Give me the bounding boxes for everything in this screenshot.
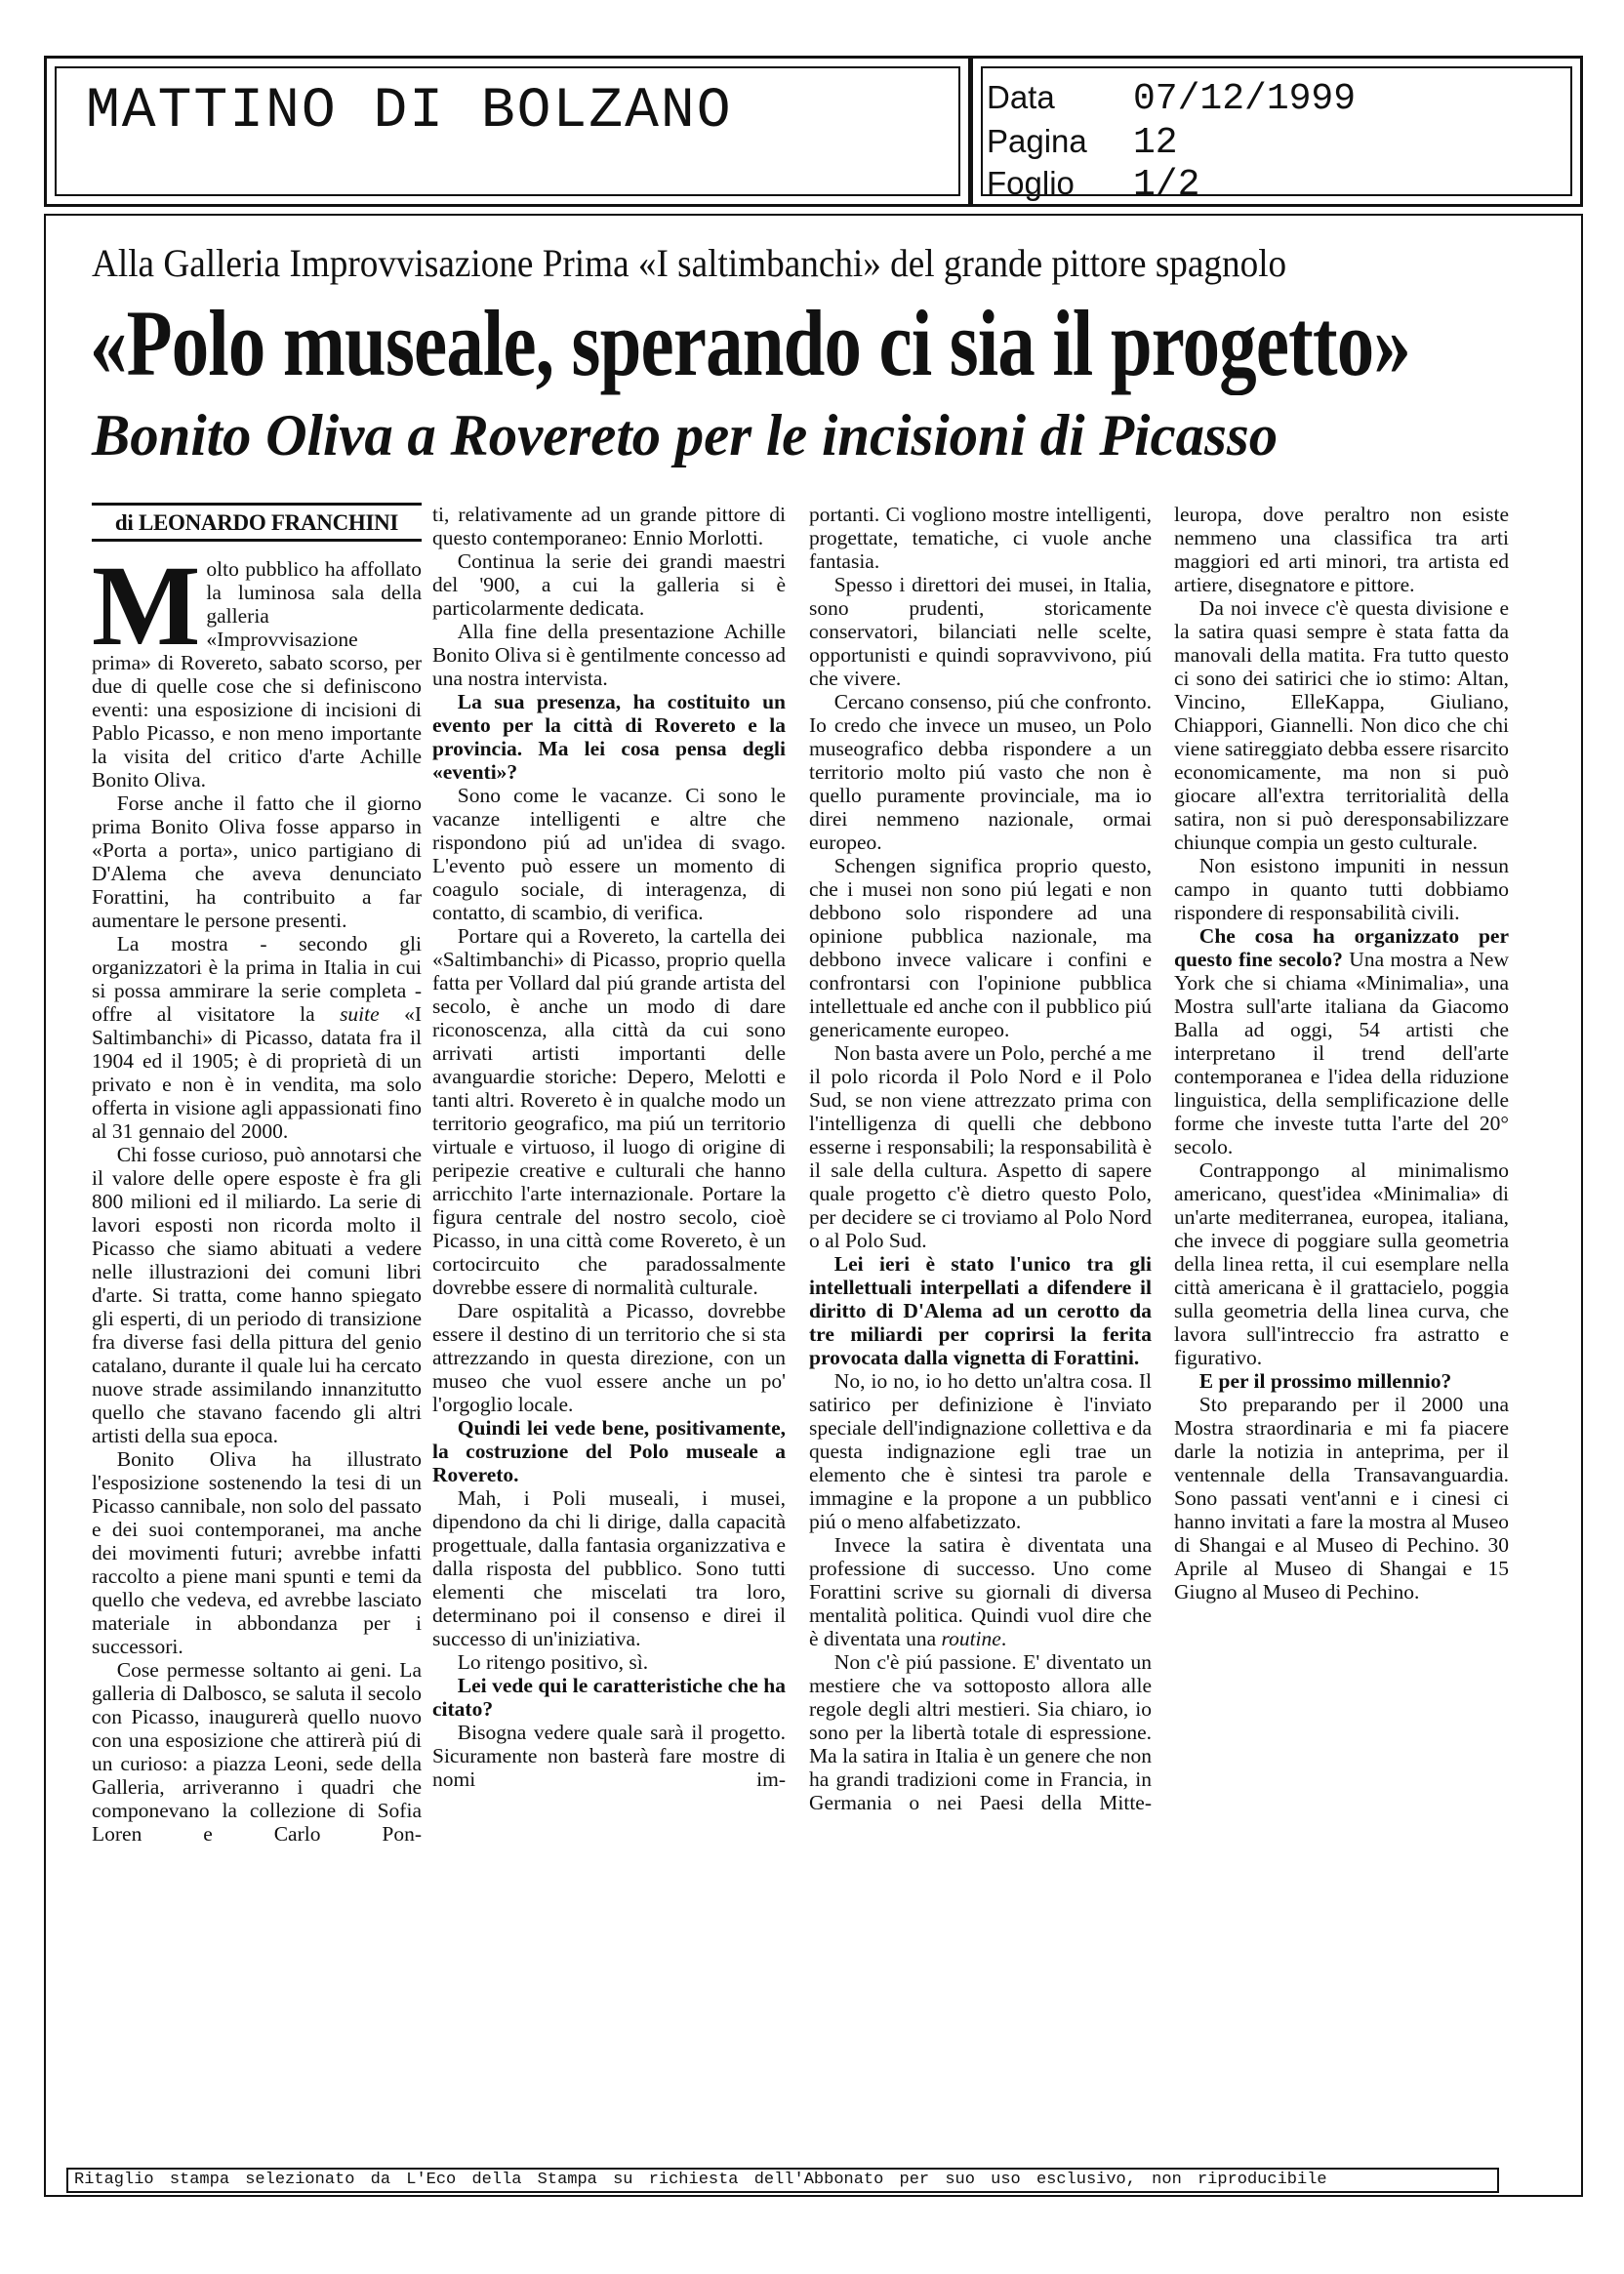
article-paragraph <box>432 1674 786 1721</box>
article-paragraph <box>92 1658 422 1846</box>
byline: di LEONARDO FRANCHINI <box>92 503 422 542</box>
paragraph-text: Spesso i direttori dei musei, in Italia, sono prudenti, storicamente conservatori, bilanciati nelle scelte, opportunisti e quindi sopravvivono, piú che vivere. <box>809 573 1152 690</box>
article-paragraph <box>1174 1369 1509 1393</box>
date-row <box>987 78 1356 120</box>
paragraph-text: Quindi lei vede bene, positivamente, la costruzione del Polo museale a Rovereto. <box>432 1416 786 1486</box>
paragraph-text: ti, relativamente ad un grande pittore di questo contemporaneo: Ennio Morlotti. <box>432 503 786 549</box>
sheet-value: 1/2 <box>1133 164 1200 206</box>
paragraph-text: Da noi invece c'è questa divisione e la satira quasi sempre è stata fatta da manovali della matita. Fra tutto questo ci sono dei satirici che io stimo: Altan, Vincino, ElleKappa, Giuliano, Chiappori, Giannelli. Non dico che chi viene satireggiato debba essere risarcito economicamente, ma non si può giocare all'extra territorialità della satira, non si può deresponsabilizzare chiunque compia un gesto culturale. <box>1174 596 1509 854</box>
page-label: Pagina <box>987 123 1087 159</box>
article-paragraph <box>809 1533 1152 1650</box>
italic-term: routine <box>941 1627 1001 1650</box>
paragraph-text: Contrappongo al minimalismo americano, quest'idea «Minimalia» di un'arte mediterranea, europea, italiana, che invece di poggiare sulla geometria della linea retta, il cui esemplare nella città americana è il grattacielo, poggia sulla geometria della linea curva, che lavora sull'intreccio fra astratto e figurativo. <box>1174 1158 1509 1369</box>
press-clipping-notice: Ritaglio stampa selezionato da L'Eco della Stampa su richiesta dell'Abbonato per suo uso esclusivo, non riproducibile <box>66 2168 1499 2193</box>
page-row <box>987 122 1178 164</box>
paragraph-text: Cose permesse soltanto ai geni. La galleria di Dalbosco, se saluta il secolo con Picasso, inaugurerà quello nuovo con una esposizione che attirerà piú di un curioso: a piazza Leoni, sede della Galleria, arriveranno i quadri che componevano la collezione di Sofia Loren e Carlo Pon- <box>92 1658 422 1846</box>
article-paragraph <box>432 549 786 620</box>
paragraph-text: Una mostra a New York che si chiama «Minimalia», una Mostra sull'arte italiana da Giacomo Balla ad oggi, 54 artisti che interpretano il trend dell'arte contemporanea e l'idea della riduzione linguistica, della semplificazione delle forme che investe tutta l'arte del 20° secolo. <box>1174 948 1509 1158</box>
page-value: 12 <box>1133 122 1178 164</box>
article-paragraph <box>92 1447 422 1658</box>
paragraph-text: Cercano consenso, piú che confronto. Io credo che invece un museo, un Polo museografico debba rispondere a un territorio molto piú vasto che non è quello puramente provinciale, ma io direi nemmeno nazionale, ormai europeo. <box>809 690 1152 854</box>
paragraph-text: Sto preparando per il 2000 una Mostra straordinaria e mi fa piacere darle la notizia in anteprima, per il ventennale della Transavanguardia. Sono passati vent'anni e i cinesi ci hanno invitati a fare la mostra al Museo di Shangai e al Museo di Pechino. 30 Aprile al Museo di Shangai e 15 Giugno al Museo di Pechino. <box>1174 1393 1509 1604</box>
article-paragraph <box>1174 503 1509 596</box>
article-paragraph <box>92 1143 422 1447</box>
paragraph-text: Lei ieri è stato l'unico tra gli intellettuali interpellati a difendere il diritto di D'Alema ad un cerotto da tre miliardi per coprirsi la ferita provocata dalla vignetta di Forattini. <box>809 1252 1152 1369</box>
article-paragraph <box>1174 1158 1509 1369</box>
paragraph-text: Lo ritengo positivo, sì. <box>457 1650 649 1674</box>
interview-question: Che cosa ha organizzato per questo fine secolo? <box>1174 924 1509 971</box>
article-paragraph <box>432 1299 786 1416</box>
article-kicker: Alla Galleria Improvvisazione Prima «I saltimbanchi» del grande pittore spagnolo <box>92 241 1287 285</box>
paragraph-text: portanti. Ci vogliono mostre intelligenti, progettate, tematiche, ci vuole anche fantasia. <box>809 503 1152 573</box>
newspaper-name: MATTINO DI BOLZANO <box>86 80 733 143</box>
paragraph-text: Chi fosse curioso, può annotarsi che il valore delle opere esposte è fra gli 800 milioni ed il miliardo. La serie di lavori esposti non ricorda molto il Picasso che siamo abituati a vedere nelle illustrazioni dei comuni libri d'arte. Si tratta, come hanno spiegato gli esperti, di un periodo di transizione fra diverse fasi della pittura del genio catalano, durante il quale lui ha cercato nuove strade assimilando innanzitutto quello che stavano facendo gli altri artisti della sua epoca. <box>92 1143 422 1447</box>
paragraph-text: Schengen significa proprio questo, che i musei non sono piú legati e non debbono solo rispondere ad una opinione pubblica nazionale, ma debbono invece valicare i confini e confrontarsi con l'opinione pubblica intellettuale ed anche con il pubblico piú genericamente europeo. <box>809 854 1152 1041</box>
article-paragraph <box>1174 854 1509 924</box>
drop-cap: M <box>92 542 201 670</box>
paragraph-text: olto pubblico ha affollato la luminosa sala della galleria «Improvvisazione prima» di Rovereto, sabato scorso, per due di quelle cose che si definiscono eventi: una esposizione di incisioni di Pablo Picasso, e non meno importante la visita del critico d'arte Achille Bonito Oliva. <box>92 557 422 792</box>
paragraph-text: Portare qui a Rovereto, la cartella dei «Saltimbanchi» di Picasso, proprio quella fatta per Vollard dal piú grande artista del secolo, è anche un modo di dare riconoscenza, alla città da cui sono arrivati artisti importanti delle avanguardie storiche: Depero, Melotti e tanti altri. Rovereto è in qualche modo un territorio geografico, ma piú un territorio virtuale e virtuoso, il luogo di origine di peripezie creative e culturali che hanno arricchito l'arte internazionale. Portare la figura centrale del nostro secolo, cioè Picasso, in una città come Rovereto, è un cortocircuito che paradossalmente dovrebbe essere di normalità culturale. <box>432 924 786 1299</box>
date-label: Data <box>987 79 1055 115</box>
paragraph-text: Continua la serie dei grandi maestri del '900, a cui la galleria si è particolarmente dedicata. <box>432 549 786 620</box>
masthead-box <box>44 56 971 207</box>
article-paragraph <box>432 924 786 1299</box>
paragraph-text: Non c'è piú passione. E' diventato un mestiere che va sottoposto allora alle regole degli altri mestieri. Sia chiaro, io sono per la libertà totale di espressione. Ma la satira in Italia è un genere che non ha grandi tradizioni come in Francia, in Germania o nei Paesi della Mitte- <box>809 1650 1152 1814</box>
article-paragraph <box>809 1041 1152 1252</box>
article-subtitle: Bonito Oliva a Rovereto per le incisioni di Picasso <box>92 403 1279 467</box>
sheet-row <box>987 164 1199 206</box>
paragraph-text: Sono come le vacanze. Ci sono le vacanze intelligenti e altre che rispondono piú ad un'idea di svago. L'evento può essere un momento di coagulo sociale, di interagenza, di contatto, di scambio, di verifica. <box>432 784 786 924</box>
article-column-1 <box>92 503 422 1846</box>
clipping-info-box <box>970 56 1583 207</box>
paragraph-text: Invece la satira è diventata una professione di successo. Uno come Forattini scrive su giornali di diversa mentalità politica. Quindi vuol dire che è diventata una <box>809 1533 1152 1650</box>
article-column-4 <box>1174 503 1509 1604</box>
article-paragraph <box>92 932 422 1143</box>
article-paragraph <box>432 503 786 549</box>
paragraph-text: Bonito Oliva ha illustrato l'esposizione sostenendo la tesi di un Picasso cannibale, non solo del passato e dei suoi contemporanei, ma anche dei movimenti futuri; avrebbe infatti raccolto a piene mani spunti e temi da quello che vedeva, ed avrebbe lasciato materiale in abbondanza per i successori. <box>92 1447 422 1658</box>
paragraph-text: . <box>1000 1627 1007 1650</box>
paragraph-text: La mostra - secondo gli organizzatori è la prima in Italia in cui si possa ammirare la serie completa - offre al visitatore la <box>92 932 422 1026</box>
article-paragraph <box>432 1650 786 1674</box>
paragraph-text: Lei vede qui le caratteristiche che ha citato? <box>432 1674 786 1721</box>
article-paragraph <box>809 1650 1152 1814</box>
article-paragraph <box>1174 1393 1509 1604</box>
article-paragraph <box>809 573 1152 690</box>
article-paragraph <box>1174 596 1509 854</box>
article-paragraph <box>432 1721 786 1791</box>
date-value: 07/12/1999 <box>1133 78 1357 120</box>
article-paragraph <box>92 792 422 932</box>
article-paragraph <box>1174 924 1509 1158</box>
paragraph-text: Non basta avere un Polo, perché a me il polo ricorda il Polo Nord e il Polo Sud, se non viene attrezzato prima con l'intelligenza di quelli che debbono esserne i responsabili; la responsabilità è il sale della cultura. Aspetto di sapere quale progetto c'è dietro questo Polo, per decidere se ci troviamo al Polo Nord o al Polo Sud. <box>809 1041 1152 1252</box>
article-paragraph <box>432 690 786 784</box>
paragraph-text: No, io no, io ho detto un'altra cosa. Il satirico per definizione è l'inviato speciale dell'indignazione collettiva e da questa indignazione egli trae un elemento che è sintesi tra parole e immagine e la propone a un pubblico piú o meno alfabetizzato. <box>809 1369 1152 1533</box>
paragraph-text: Mah, i Poli museali, i musei, dipendono da chi li dirige, dalla capacità progettuale, dalla fantasia organizzativa e dalla risposta del pubblico. Sono tutti elementi che miscelati tra loro, determinano poi il consenso e direi il successo di un'iniziativa. <box>432 1486 786 1650</box>
article-paragraph <box>432 620 786 690</box>
article-paragraph <box>809 1252 1152 1369</box>
article-paragraph <box>809 854 1152 1041</box>
paragraph-text: Bisogna vedere quale sarà il progetto. Sicuramente non basterà fare mostre di nomi im- <box>432 1721 786 1791</box>
article-column-3 <box>809 503 1152 1814</box>
italic-term: suite <box>340 1002 380 1026</box>
sheet-label: Foglio <box>987 165 1075 201</box>
article-paragraph <box>809 690 1152 854</box>
paragraph-text: Alla fine della presentazione Achille Bonito Oliva si è gentilmente concesso ad una nostra intervista. <box>432 620 786 690</box>
article-paragraph <box>809 1369 1152 1533</box>
article-paragraph <box>432 1416 786 1486</box>
paragraph-text: Forse anche il fatto che il giorno prima Bonito Oliva fosse apparso in «Porta a porta», unico partigiano di D'Alema che aveva denunciato Forattini, ha contribuito a far aumentare le persone presenti. <box>92 792 422 932</box>
paragraph-text: La sua presenza, ha costituito un evento per la città di Rovereto e la provincia. Ma lei cosa pensa degli «eventi»? <box>432 690 786 784</box>
paragraph-text: «I Saltimbanchi» di Picasso, datata fra il 1904 ed il 1905; è di proprietà di un privato e non è in vendita, ma solo offerta in visione agli appassionati fino al 31 gennaio del 2000. <box>92 1002 422 1143</box>
article-paragraph <box>432 1486 786 1650</box>
article-column-2 <box>432 503 786 1791</box>
article-paragraph <box>809 503 1152 573</box>
article-paragraph <box>432 784 786 924</box>
article-title: «Polo museale, sperando ci sia il progetto» <box>90 291 1410 395</box>
paragraph-text: Dare ospitalità a Picasso, dovrebbe essere il destino di un territorio che si sta attrezzando in questa direzione, con un museo che vuol essere anche un po' l'orgoglio locale. <box>432 1299 786 1416</box>
paragraph-text: E per il prossimo millennio? <box>1198 1369 1452 1393</box>
paragraph-text: leuropa, dove peraltro non esiste nemmeno una classifica tra arti maggiori ed arti minori, tra artista ed artiere, disegnatore e pittore. <box>1174 503 1509 596</box>
paragraph-text: Non esistono impuniti in nessun campo in quanto tutti dobbiamo rispondere di responsabilità civili. <box>1174 854 1509 924</box>
